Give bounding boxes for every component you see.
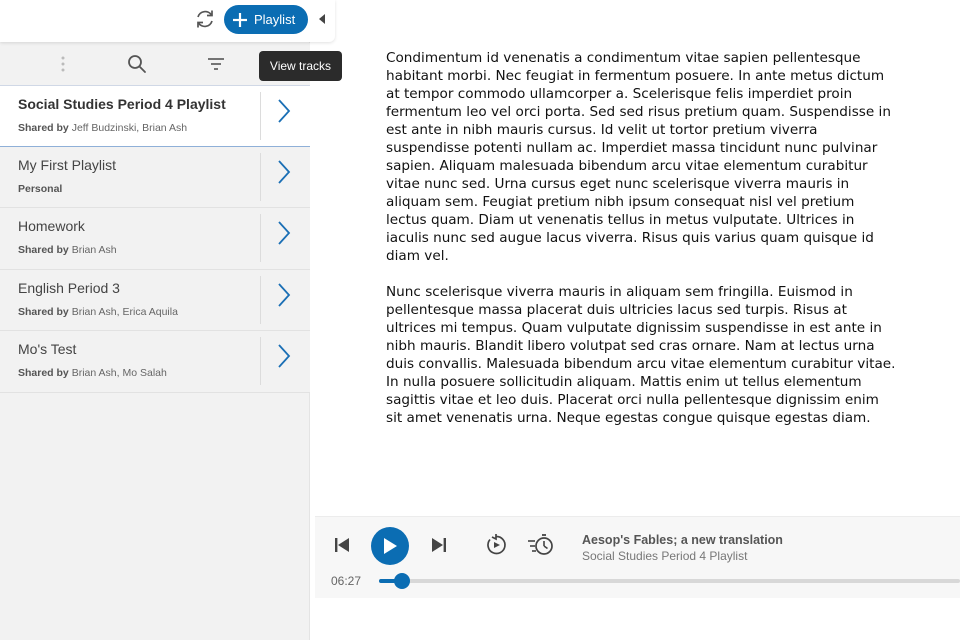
- sharing-names: Brian Ash: [71, 244, 117, 256]
- current-time: 06:27: [331, 574, 362, 588]
- chevron-right-icon[interactable]: [274, 341, 294, 371]
- playlist-item[interactable]: [0, 147, 310, 209]
- playlist-sharing: [18, 122, 187, 134]
- chevron-right-icon[interactable]: [274, 280, 294, 310]
- chevron-right-icon[interactable]: [274, 96, 294, 126]
- playlist-title: English Period 3: [18, 279, 120, 296]
- progress-thumb[interactable]: [394, 573, 410, 589]
- sharing-label: Shared by: [18, 244, 69, 256]
- playlist-title: My First Playlist: [18, 156, 116, 173]
- playlist-title: Homework: [18, 218, 85, 234]
- sync-icon[interactable]: [192, 6, 218, 32]
- playlist-sharing: [18, 367, 167, 379]
- playlist-sidebar: [0, 0, 310, 640]
- sharing-label: Shared by: [18, 367, 69, 379]
- sort-filter-icon[interactable]: [205, 53, 227, 75]
- more-vertical-icon[interactable]: [52, 53, 74, 75]
- divider: [260, 153, 261, 201]
- chevron-right-icon[interactable]: [274, 157, 294, 187]
- playlist-item[interactable]: [0, 208, 310, 270]
- progress-bar[interactable]: [379, 579, 960, 583]
- playlist-sharing: [18, 183, 62, 195]
- divider: [260, 337, 261, 385]
- divider: [260, 276, 261, 324]
- view-tracks-tooltip: View tracks: [259, 51, 342, 81]
- divider: [260, 92, 261, 140]
- playlist-item[interactable]: [0, 331, 310, 393]
- sharing-names: Jeff Budzinski, Brian Ash: [71, 122, 188, 134]
- playlist-list: [0, 85, 310, 393]
- skip-next-icon[interactable]: [430, 535, 448, 555]
- paragraph: Nunc scelerisque viverra mauris in aliquam sem fringilla. Euismod in pellentesque massa placerat duis ultricies lacus sed turpis. Risus at ultrices mi tempus. Quam vulputate dignissim suspendisse in est ante in nibh mauris. Blandit libero volutpat sed cras ornare. Nam at lectus urna duis convallis. Malesuada bibendum arcu vitae elementum curabitur vitae. In nulla posuere sollicitudin aliquam. Mattis enim ut tellus elementum sagittis vitae et leo duis. Placerat orci nulla pellentesque dignissim enim sit amet venenatis urna. Neque egestas congue quisque egestas diam.: [386, 284, 896, 426]
- play-button[interactable]: [371, 527, 409, 565]
- add-playlist-label: Playlist: [254, 12, 296, 27]
- sharing-names: Brian Ash, Mo Salah: [71, 367, 167, 379]
- playlist-sharing: [18, 244, 117, 256]
- play-icon: [382, 537, 398, 555]
- sharing-label: Shared by: [18, 122, 69, 134]
- skip-previous-icon[interactable]: [333, 535, 351, 555]
- playlist-item[interactable]: [0, 85, 310, 147]
- paragraph: Condimentum id venenatis a condimentum vitae sapien pellentesque habitant morbi. Nec feugiat in fermentum posuere. In ante metus dictum at tempor commodo ullamcorper a. Scelerisque felis imperdiet proin fermentum leo vel orci porta. Sed sed risus pretium quam. Suspendisse in est ante in nibh mauris cursus. Id velit ut tortor pretium viverra suspendisse potenti nullam ac. Imperdiet massa tincidunt nunc pulvinar sapien. Aliquam malesuada bibendum arcu vitae elementum curabitur vitae nunc sed. Urna cursus eget nunc scelerisque viverra mauris in aliquam sem. Feugiat pretium nibh ipsum consequat nisl vel pretium lectus quam. Diam ut venenatis tellus in metus vulputate. Ultrices in iaculis nunc sed augue lacus viverra. Risus quis varius quam quisque id diam vel.: [386, 50, 891, 264]
- caret-left-icon[interactable]: [316, 12, 328, 26]
- content-text: [386, 49, 896, 445]
- sidebar-header: [0, 0, 335, 42]
- track-title: Aesop's Fables; a new translation: [582, 533, 783, 547]
- playlist-title: Social Studies Period 4 Playlist: [18, 96, 226, 112]
- sleep-timer-icon[interactable]: [527, 532, 555, 558]
- replay-icon[interactable]: [484, 533, 508, 557]
- playlist-title: Mo's Test: [18, 341, 77, 357]
- sharing-label: Shared by: [18, 305, 69, 318]
- sharing-label: Personal: [18, 182, 63, 195]
- playlist-sharing: [18, 306, 178, 318]
- chevron-right-icon[interactable]: [274, 218, 294, 248]
- add-playlist-button[interactable]: [224, 5, 308, 34]
- plus-icon: [232, 12, 248, 28]
- search-icon[interactable]: [126, 53, 148, 75]
- audio-player: [315, 516, 960, 598]
- track-playlist: Social Studies Period 4 Playlist: [582, 549, 748, 563]
- playlist-item[interactable]: [0, 270, 310, 332]
- divider: [260, 214, 261, 262]
- sharing-names: Brian Ash, Erica Aquila: [71, 305, 178, 318]
